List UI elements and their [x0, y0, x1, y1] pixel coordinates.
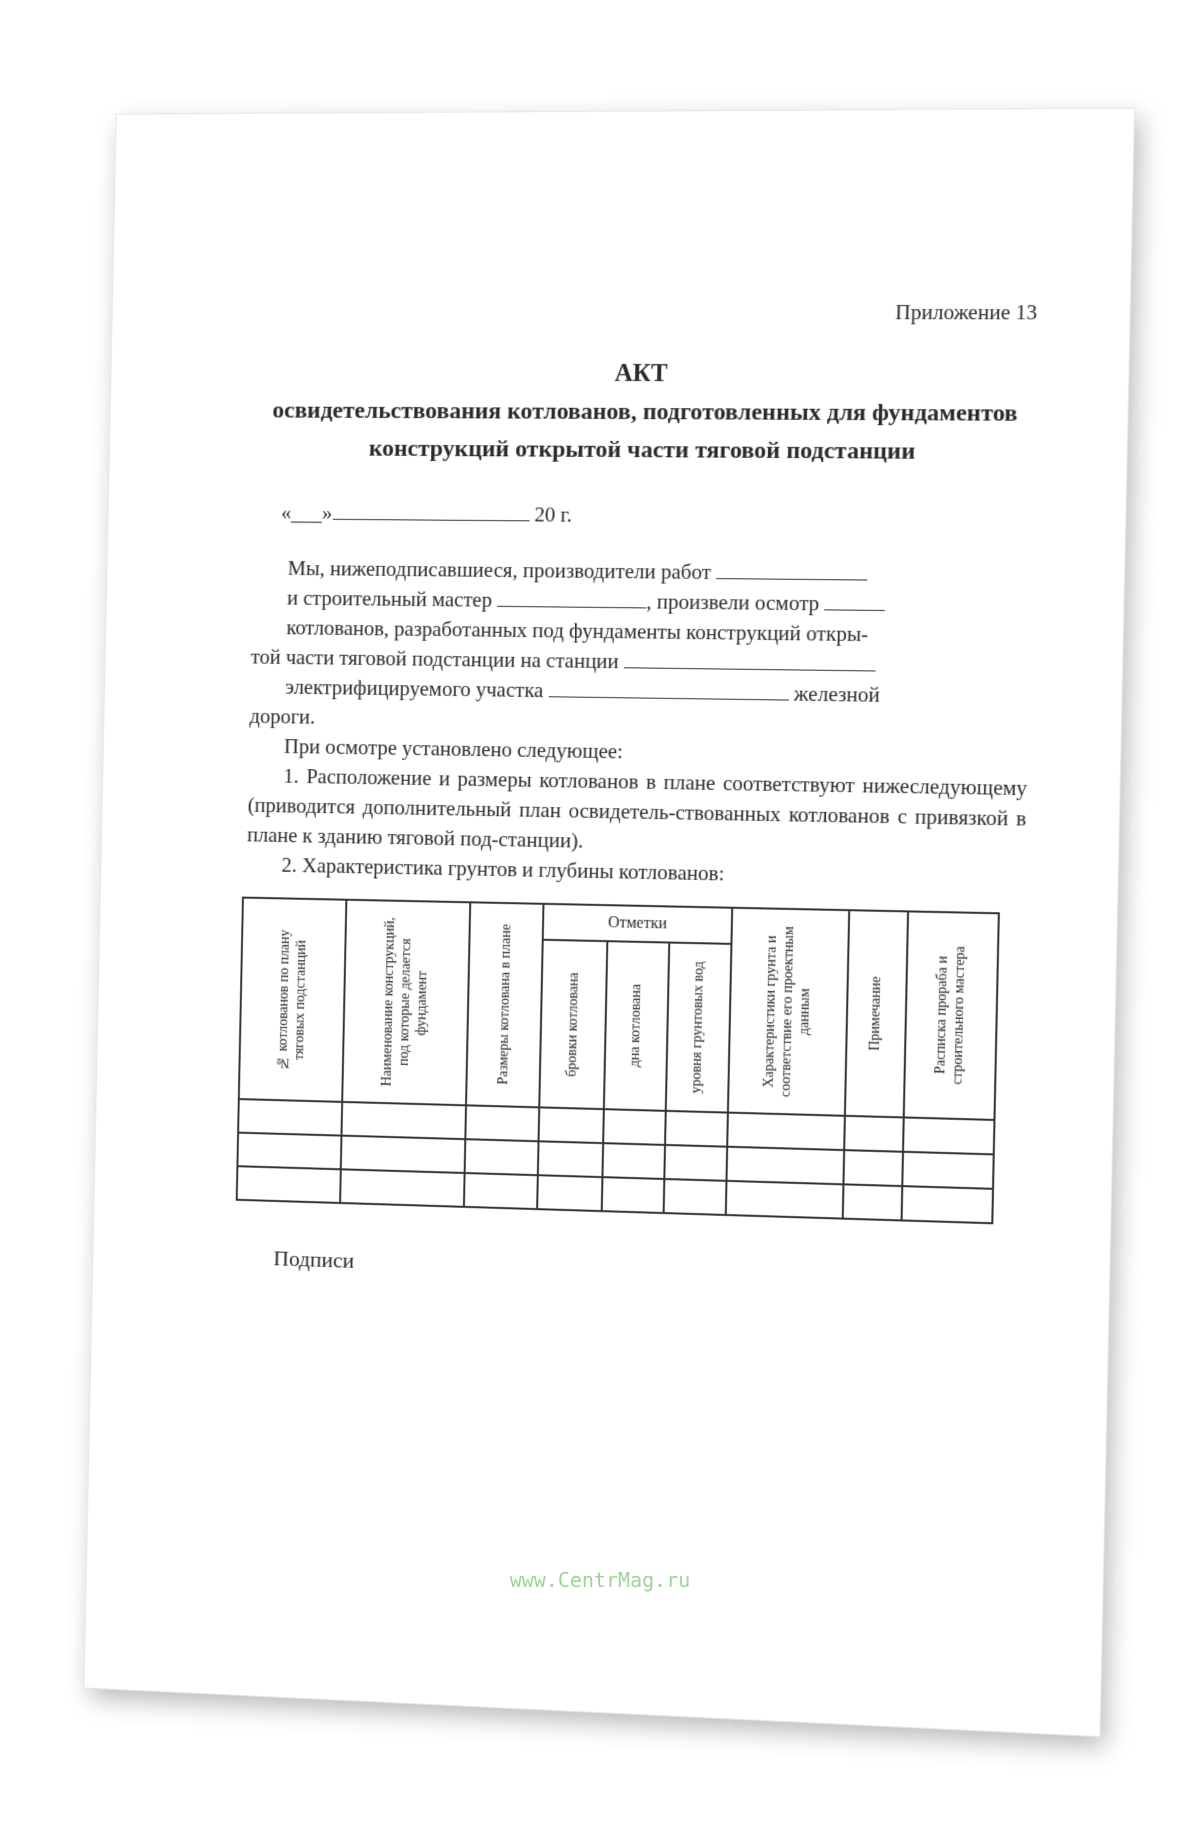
col-note — [845, 910, 908, 1117]
document-content — [238, 300, 1037, 1296]
col-construction — [342, 900, 470, 1106]
col-signature — [904, 911, 999, 1120]
sub-bottom — [604, 941, 670, 1111]
document-sheet — [84, 109, 1134, 1736]
date-day: «___» — [280, 500, 333, 525]
sub-water-label: уровня грунтовых вод — [689, 961, 708, 1094]
appendix-label: Приложение 13 — [895, 299, 1038, 325]
watermark: www.CentrMag.ru — [509, 1568, 691, 1592]
signatures-label: Подписи — [273, 1245, 355, 1273]
col-note-label: Примечание — [867, 976, 885, 1052]
col-pit-number — [239, 898, 346, 1102]
date-month-blank — [332, 501, 529, 521]
document-title — [255, 354, 1036, 471]
col-construction-label: Наименование конструкций, под которые делается фундамент — [380, 917, 431, 1087]
date-line — [281, 501, 1033, 532]
blank-section — [548, 678, 789, 700]
col-soil-label: Характеристики грунта и соответствие его проектным данным — [762, 925, 814, 1098]
sub-edge — [540, 940, 607, 1109]
line-7: При осмотре установлено следующее: — [283, 734, 624, 764]
text-master: и строительный мастер — [286, 585, 493, 612]
text-railway: железной — [793, 681, 881, 707]
blank-master — [497, 588, 647, 609]
col-signature-label: Расписка прораба и строительного мастера — [933, 946, 969, 1086]
title-sub: освидетельствования котлованов, подготовленных для фундаментов конструкций открытой части тяговой подстанции — [272, 397, 1018, 465]
blank-workers — [716, 560, 868, 581]
col-size — [466, 902, 544, 1107]
col-pit-number-label: № котлованов по плану тяговых подстанций — [275, 929, 310, 1070]
col-soil — [728, 908, 849, 1116]
text-inspected: , произвели осмотр — [646, 589, 820, 616]
text-workers: Мы, нижеподписавшиеся, производители работ — [287, 556, 712, 585]
line-9: 2. Характеристика грунтов и глубины котлованов: — [281, 852, 725, 886]
col-group-marks: Отметки — [543, 904, 732, 944]
sub-bottom-label: дна котлована — [627, 984, 645, 1068]
blank-count — [824, 591, 885, 611]
col-size-label: Размеры котлована в плане — [495, 924, 515, 1086]
body-text — [246, 553, 1032, 895]
text-section: электрифицируемого участка — [285, 674, 544, 703]
line-8: 1. Расположение и размеры котлованов в плане соответствуют нижеследующему (приводится дополнительный план освидетель-ствованных котлованов с привязкой в плане к зданию тяговой под-станции). — [246, 763, 1028, 853]
blank-station — [624, 649, 876, 671]
sub-water — [666, 943, 732, 1113]
date-year: 20 г. — [534, 502, 573, 527]
soil-table — [236, 897, 1000, 1225]
line-3: котлованов, разработанных под фундаменты конструкций откры- — [286, 615, 869, 647]
sub-edge-label: бровки котлована — [564, 971, 582, 1077]
text-station: той части тяговой подстанции на станции — [250, 644, 620, 674]
title-main: АКТ — [614, 359, 668, 388]
line-6: дороги. — [249, 703, 316, 729]
